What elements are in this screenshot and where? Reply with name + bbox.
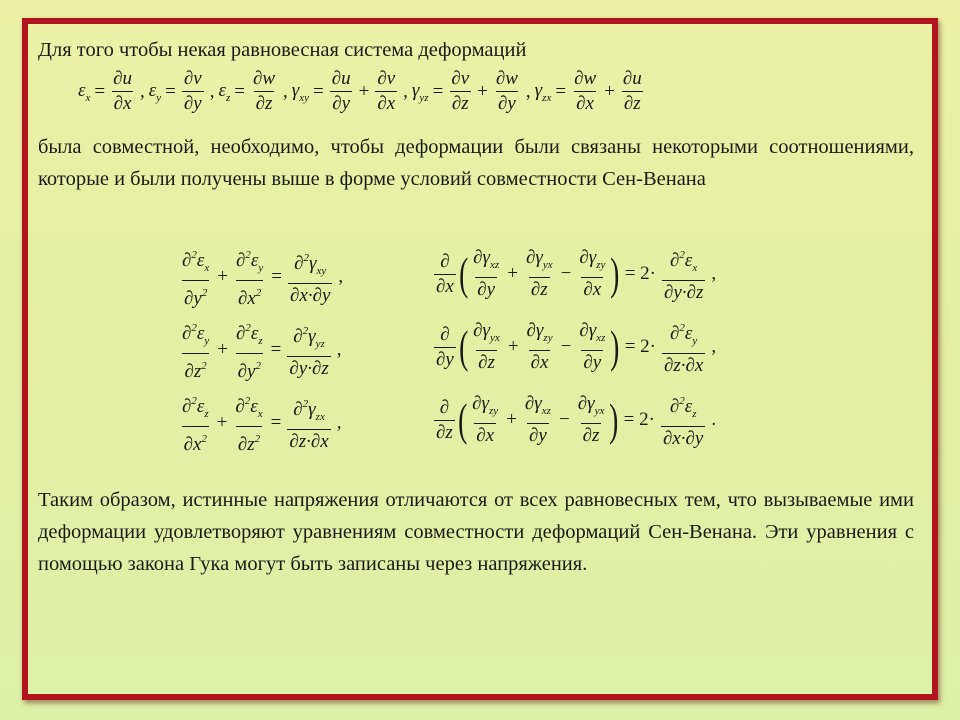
compatibility-eq-3: $\frac{\partial^2\varepsilon_z}{\partial x^2}$ + $\frac{\partial^2\varepsilon_x}{\partial z^2}$ = $\frac{\partial^2\gamma_{zx}}{\partial z\cdot\partial x}$ , — [182, 395, 342, 455]
strain-definitions-formula: $\varepsilon_x$ = $\frac{\partial u}{\partial x}$ , $\varepsilon_y$ = $\frac{\partial v}{\partial y}$ , $\varepsilon_z$ = $\frac{\partial w}{\partial z}$ , $\gamma_{xy}$ = $\frac{\partial u}{\partial y}$ + $\frac{\partial v}{\partial x}$ , $\gamma_{yz}$ = $\frac{\partial v}{\partial z}$ + $\frac{\partial w}{\partial y}$ , $\gamma_{zx}$ = $\frac{\partial w}{\partial x}$ + $\frac{\partial u}{\partial z}$ — [78, 68, 642, 114]
compatibility-eq-2: $\frac{\partial^2\varepsilon_y}{\partial z^2}$ + $\frac{\partial^2\varepsilon_z}{\partial y^2}$ = $\frac{\partial^2\gamma_{yz}}{\partial y\cdot\partial z}$ , — [182, 322, 342, 382]
compatibility-eq-6: $\frac{\partial}{\partial z}$ ( $\frac{\partial\gamma_{zy}}{\partial x}$ + $\frac{\partial\gamma_{xz}}{\partial y}$ − $\frac{\partial\gamma_{yx}}{\partial z}$ ) = 2· $\frac{\partial^2\varepsilon_z}{\partial x\cdot\partial y}$ . — [436, 393, 717, 449]
intro-paragraph: Для того чтобы некая равновесная система деформаций — [38, 39, 527, 61]
middle-paragraph: была совместной, необходимо, чтобы деформации были связаны некоторыми соотношениями, которые и были получены выше в форме условий совместности Сен-Венана — [38, 136, 914, 190]
compatibility-eq-1: $\frac{\partial^2\varepsilon_x}{\partial y^2}$ + $\frac{\partial^2\varepsilon_y}{\partial x^2}$ = $\frac{\partial^2\gamma_{xy}}{\partial x\cdot\partial y}$ , — [182, 249, 344, 309]
conclusion-paragraph: Таким образом, истинные напряжения отличаются от всех равновесных тем, что вызываемые ими деформации удовлетворяют уравнениям совместности деформаций Сен-Венана. Эти уравнения с помощью закона Гука могут быть записаны через напряжения. — [38, 489, 914, 575]
compatibility-eq-5: $\frac{\partial}{\partial y}$ ( $\frac{\partial\gamma_{yx}}{\partial z}$ + $\frac{\partial\gamma_{zy}}{\partial x}$ − $\frac{\partial\gamma_{xz}}{\partial y}$ ) = 2· $\frac{\partial^2\varepsilon_y}{\partial z\cdot\partial x}$ , — [436, 320, 717, 376]
compatibility-eq-4: $\frac{\partial}{\partial x}$ ( $\frac{\partial\gamma_{xz}}{\partial y}$ + $\frac{\partial\gamma_{yx}}{\partial z}$ − $\frac{\partial\gamma_{zy}}{\partial x}$ ) = 2· $\frac{\partial^2\varepsilon_x}{\partial y\cdot\partial z}$ , — [436, 247, 717, 303]
